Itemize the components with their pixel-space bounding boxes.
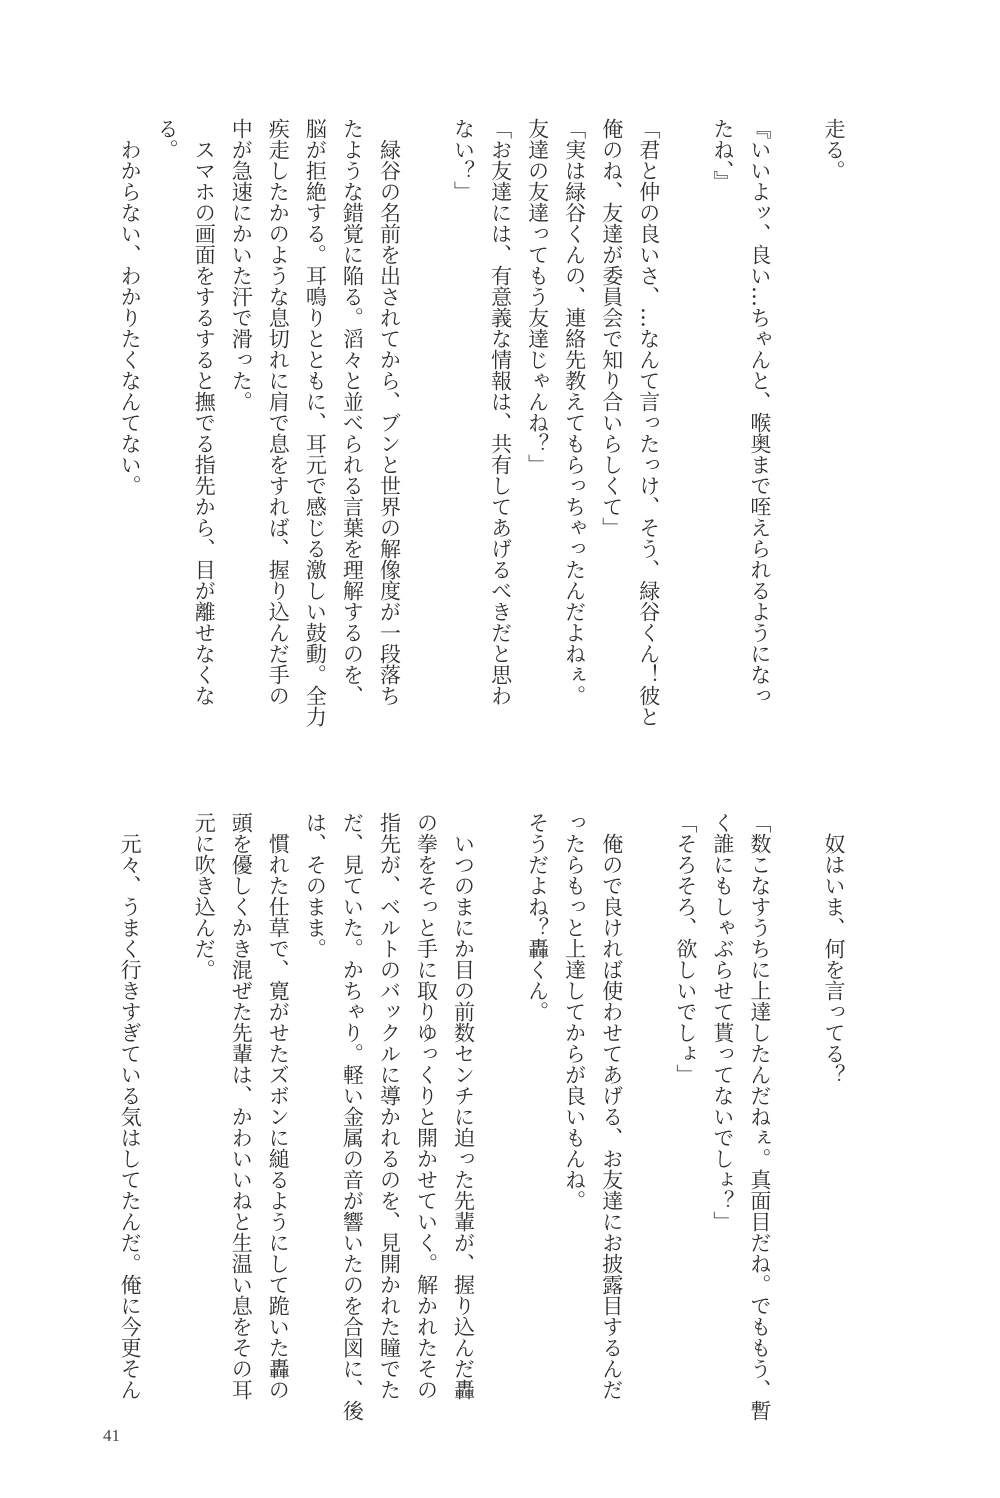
text-column: 「君と仲の良いさ、…なんて言ったっけ、そう、緑谷くん！彼と <box>636 118 661 727</box>
text-column: ったらもっと上達してからが良いもんね。 <box>562 812 587 1211</box>
text-column: スマホの画面をするすると撫でる指先から、目が離せなくな <box>192 118 217 706</box>
text-column: 脳が拒絶する。耳鳴りとともに、耳元で感じる激しい鼓動。全力 <box>303 118 328 727</box>
text-column: 「お友達には、有意義な情報は、共有してあげるべきだと思わ <box>488 118 513 706</box>
text-column: 奴はいま、何を言ってる？ <box>822 812 846 1085</box>
text-column: 俺ので良ければ使わせてあげる、お友達にお披露目するんだ <box>599 812 624 1400</box>
text-column: たような錯覚に陥る。滔々と並べられる言葉を理解するのを、 <box>340 118 365 706</box>
text-column <box>482 812 519 1422</box>
text-column: 指先が、ベルトのバックルに導かれるのを、見開かれた瞳でた <box>377 812 402 1400</box>
text-column <box>407 118 444 728</box>
text-column: く誰にもしゃぶらせて貰ってないでしょ？」 <box>710 812 735 1232</box>
text-column: 友達の友達ってもう友達じゃんね？」 <box>525 118 550 475</box>
text-column: 頭を優しくかき混ぜた先輩は、かわいいねと生温い息をその耳 <box>229 812 254 1400</box>
text-column <box>148 812 185 1422</box>
text-column <box>778 812 815 1422</box>
text-column: 元に吹き込んだ。 <box>192 812 217 980</box>
text-column: 「数こなすうちに上達したんだねぇ。真面目だね。でももう、暫 <box>747 812 772 1421</box>
text-column: たね、』 <box>710 118 735 192</box>
text-column: 元々、うまく行きすぎている気はしてたんだ。俺に今更そん <box>118 812 143 1400</box>
text-column: だ、見ていた。かちゃり。軽い金属の音が響いたのを合図に、後 <box>340 812 365 1421</box>
lower-text-block <box>111 812 852 1422</box>
text-column: わからない、わかりたくなんてない。 <box>118 118 143 496</box>
text-column: ない？」 <box>451 118 476 202</box>
text-column: いつのまにか目の前数センチに迫った先輩が、握り込んだ轟 <box>451 812 476 1400</box>
text-column: 「実は緑谷くんの、連絡先教えてもらっちゃったんだよねぇ。 <box>562 118 587 706</box>
text-column: 「そろそろ、欲しいでしょ」 <box>673 812 698 1085</box>
text-column <box>667 118 704 728</box>
text-column: 慣れた仕草で、寛がせたズボンに縋るようにして跪いた轟の <box>266 812 291 1400</box>
text-column: 中が急速にかいた汗で滑った。 <box>229 118 254 412</box>
text-column: 『いいよッ、良い…ちゃんと、喉奥まで咥えられるようになっ <box>747 118 772 706</box>
text-column <box>630 812 667 1422</box>
text-column: の拳をそっと手に取りゆっくりと開かせていく。解かれたその <box>414 812 439 1400</box>
upper-text-block <box>111 118 852 728</box>
text-column: 走る。 <box>822 118 846 181</box>
text-column: は、そのまま。 <box>303 812 328 959</box>
text-column: る。 <box>155 118 180 160</box>
page-number: 41 <box>103 1426 120 1445</box>
text-column <box>778 118 815 728</box>
text-column: 緑谷の名前を出されてから、ブンと世界の解像度が一段落ち <box>377 118 402 706</box>
text-column: 疾走したかのような息切れに肩で息をすれば、握り込んだ手の <box>266 118 291 706</box>
text-column: 俺のね、友達が委員会で知り合いらしくて」 <box>599 118 624 538</box>
text-column: そうだよね？轟くん。 <box>525 812 550 1022</box>
